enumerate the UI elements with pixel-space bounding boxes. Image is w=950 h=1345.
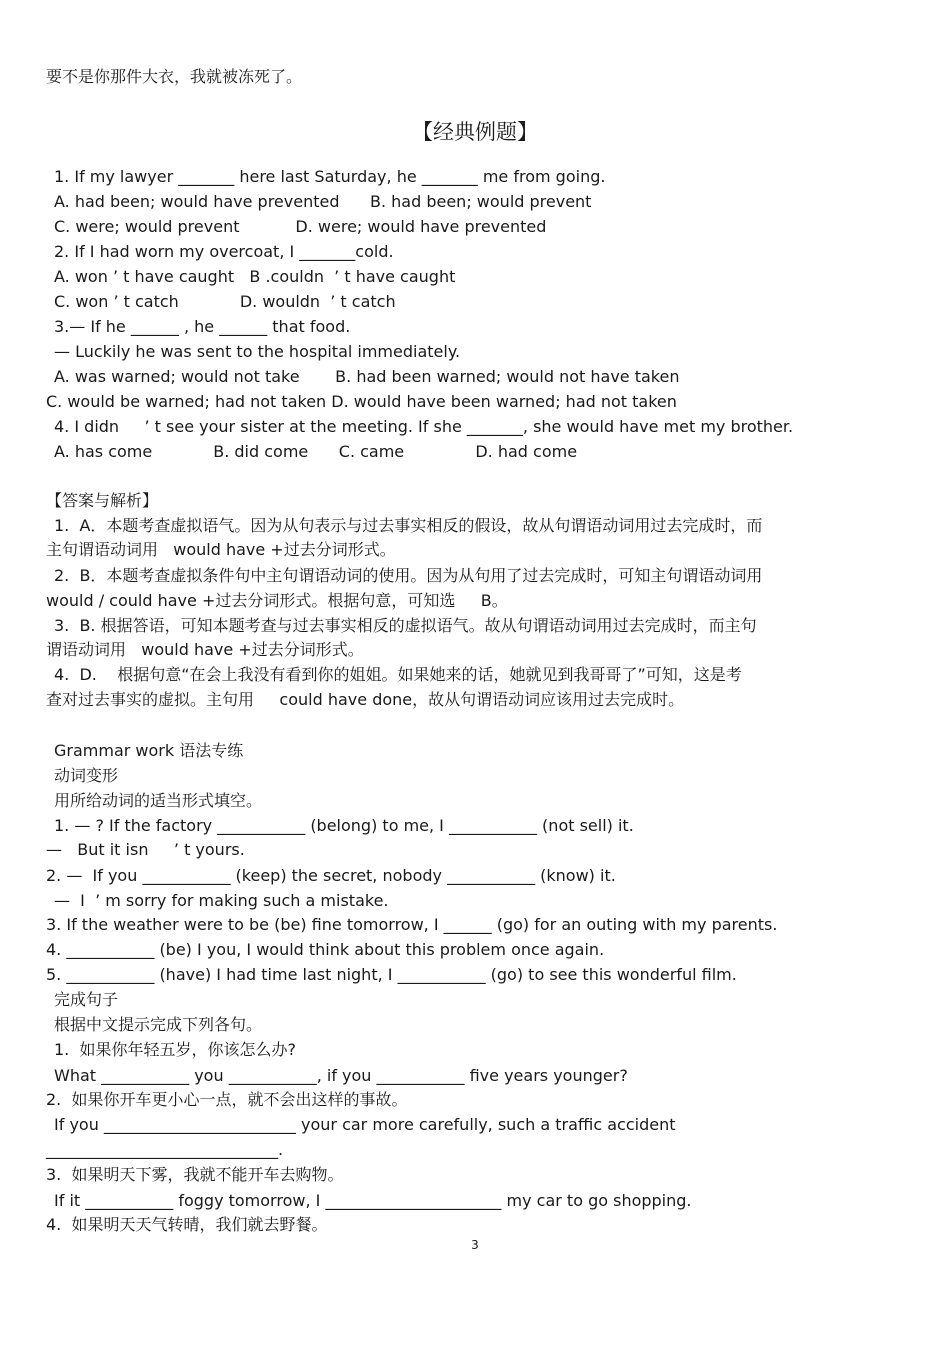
intro-line: 要不是你那件大衣，我就被冻死了。 — [46, 67, 303, 86]
section-title: 【经典例题】 — [412, 120, 538, 144]
complete-item: 2. 如果你开车更小心一点，就不会出这样的事故。 — [46, 1090, 408, 1109]
answer-line: 1. A．本题考查虚拟语气。因为从句表示与过去事实相反的假设，故从句谓语动词用过去完成时，而 — [54, 516, 763, 535]
answer-line: 主句谓语动词用 would have +过去分词形式。 — [46, 540, 396, 559]
verb-item: 1. — ? If the factory ___________ (belong) to me, I ___________ (not sell) it. — [54, 816, 634, 835]
complete-item: 1. 如果你年轻五岁，你该怎么办? — [54, 1040, 296, 1059]
complete-heading: 完成句子 — [54, 990, 119, 1009]
example-line: 1. If my lawyer _______ here last Saturday, he _______ me from going. — [54, 167, 606, 186]
answer-line: 4. D. 根据句意“在会上我没有看到你的姐姐。如果她来的话，她就见到我哥哥了”可知，这是考 — [54, 665, 742, 684]
verb-item: — I ’ m sorry for making such a mistake. — [54, 891, 389, 910]
example-line: 3.— If he ______ , he ______ that food. — [54, 317, 351, 336]
verb-instruction: 用所给动词的适当形式填空。 — [54, 791, 263, 810]
answer-line: 查对过去事实的虚拟。主句用 could have done，故从句谓语动词应该用过去完成时。 — [46, 690, 685, 709]
example-line: C. would be warned; had not taken D. would have been warned; had not taken — [46, 392, 677, 411]
example-line: C. were; would prevent D. were; would have prevented — [54, 217, 547, 236]
verb-item: 4. ___________ (be) I you, I would think about this problem once again. — [46, 940, 605, 959]
example-line: A. was warned; would not take B. had been warned; would not have taken — [54, 367, 680, 386]
verb-item: 3. If the weather were to be (be) fine tomorrow, I ______ (go) for an outing with my parents. — [46, 915, 778, 934]
example-line: 4. I didn ’ t see your sister at the meeting. If she _______, she would have met my brother. — [54, 417, 794, 436]
complete-item: If you ________________________ your car more carefully, such a traffic accident — [54, 1115, 676, 1134]
example-line: A. had been; would have prevented B. had been; would prevent — [54, 192, 592, 211]
complete-item: If it ___________ foggy tomorrow, I ______________________ my car to go shopping. — [54, 1191, 692, 1210]
complete-item: 3. 如果明天下雾，我就不能开车去购物。 — [46, 1165, 344, 1184]
answers-heading: 【答案与解析】 — [46, 491, 159, 510]
verb-item: 5. ___________ (have) I had time last night, I ___________ (go) to see this wonderful film. — [46, 965, 737, 984]
example-line: 2. If I had worn my overcoat, I _______cold. — [54, 242, 394, 261]
answer-line: 2. B．本题考查虚拟条件句中主句谓语动词的使用。因为从句用了过去完成时，可知主句谓语动词用 — [54, 566, 763, 585]
page-number: 3 — [471, 1238, 479, 1252]
verb-item: 2. — If you ___________ (keep) the secret, nobody ___________ (know) it. — [46, 866, 616, 885]
complete-item: 4. 如果明天天气转晴，我们就去野餐。 — [46, 1215, 328, 1234]
complete-item: _____________________________. — [46, 1140, 284, 1159]
example-line: C. won ’ t catch D. wouldn ’ t catch — [54, 292, 396, 311]
grammar-heading: Grammar work 语法专练 — [54, 741, 244, 760]
answer-line: would / could have +过去分词形式。根据句意，可知选 B。 — [46, 591, 508, 610]
answer-line: 谓语动词用 would have +过去分词形式。 — [46, 640, 364, 659]
example-line: A. has come B. did come C. came D. had come — [54, 442, 578, 461]
complete-item: What ___________ you ___________, if you ___________ five years younger? — [54, 1066, 628, 1085]
verb-item: — But it isn ’ t yours. — [46, 840, 245, 859]
answer-line: 3. B. 根据答语，可知本题考查与过去事实相反的虚拟语气。故从句谓语动词用过去完成时，而主句 — [54, 616, 757, 635]
example-line: — Luckily he was sent to the hospital immediately. — [54, 342, 461, 361]
verb-heading: 动词变形 — [54, 766, 119, 785]
example-line: A. won ’ t have caught B .couldn ’ t have caught — [54, 267, 456, 286]
complete-instruction: 根据中文提示完成下列各句。 — [54, 1015, 263, 1034]
